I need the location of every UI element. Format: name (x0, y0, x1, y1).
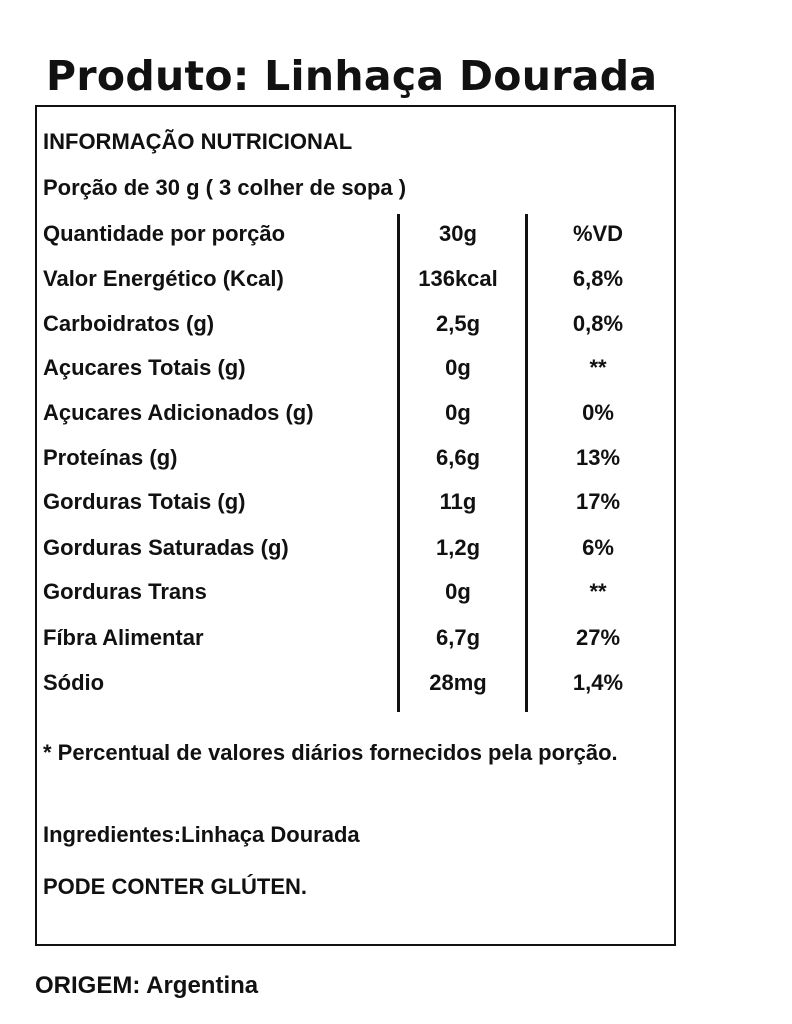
nutrient-amount: 6,6g (435, 445, 481, 470)
daily-value-footnote: * Percentual de valores diários fornecidos pela porção. (43, 740, 618, 765)
nutrient-label: Proteínas (g) (43, 445, 178, 470)
nutrient-dv: ** (589, 355, 607, 380)
nutrient-dv: 27% (575, 625, 621, 650)
nutrient-label: Carboidratos (g) (43, 311, 215, 336)
ingredients-text: Ingredientes:Linhaça Dourada (43, 822, 360, 847)
nutrient-dv: 6,8% (572, 266, 624, 291)
header-dv: %VD (572, 221, 624, 246)
nutrient-dv: 0% (582, 400, 614, 425)
product-title: Produto: Linhaça Dourada (46, 52, 658, 100)
nutrient-amount: 11g (439, 489, 477, 514)
origin-text: ORIGEM: Argentina (35, 972, 259, 999)
table-row (43, 579, 663, 609)
table-row (43, 535, 663, 565)
nutrient-dv: 1,4% (572, 670, 624, 695)
table-row (43, 625, 663, 655)
nutrient-dv: 0,8% (572, 311, 624, 336)
nutrient-amount: 6,7g (435, 625, 481, 650)
nutrient-label: Gorduras Saturadas (g) (43, 535, 289, 560)
nutrient-dv: 6% (582, 535, 614, 560)
nutrient-dv: 17% (575, 489, 621, 514)
table-row (43, 311, 663, 341)
table-row (43, 400, 663, 430)
table-row (43, 355, 663, 385)
table-row (43, 266, 663, 296)
nutrient-label: Sódio (43, 670, 105, 695)
nutrient-label: Valor Energético (Kcal) (43, 266, 284, 291)
table-header-row (43, 221, 663, 251)
nutrient-label: Açucares Totais (g) (43, 355, 246, 380)
nutrient-label: Gorduras Trans (43, 579, 207, 604)
nutrient-label: Fíbra Alimentar (43, 625, 204, 650)
nutrient-dv: 13% (575, 445, 621, 470)
table-row (43, 670, 663, 700)
portion-info: Porção de 30 g ( 3 colher de sopa ) (43, 175, 407, 200)
nutrient-amount: 2,5g (435, 311, 481, 336)
table-row (43, 489, 663, 519)
nutrient-amount: 1,2g (435, 535, 481, 560)
table-row (43, 445, 663, 475)
column-divider-dv (525, 214, 528, 712)
nutrient-dv: ** (589, 579, 607, 604)
header-label: Quantidade por porção (43, 221, 286, 246)
nutrient-label: Gorduras Totais (g) (43, 489, 246, 514)
header-amount: 30g (439, 221, 477, 246)
nutrient-amount: 0g (445, 355, 471, 380)
nutrient-amount: 136kcal (418, 266, 498, 291)
nutrient-amount: 28mg (429, 670, 487, 695)
column-divider-amount (397, 214, 400, 712)
nutrition-heading: INFORMAÇÃO NUTRICIONAL (43, 129, 353, 154)
nutrient-amount: 0g (445, 400, 471, 425)
nutrient-amount: 0g (445, 579, 471, 604)
nutrient-label: Açucares Adicionados (g) (43, 400, 314, 425)
allergen-warning: PODE CONTER GLÚTEN. (43, 874, 308, 899)
